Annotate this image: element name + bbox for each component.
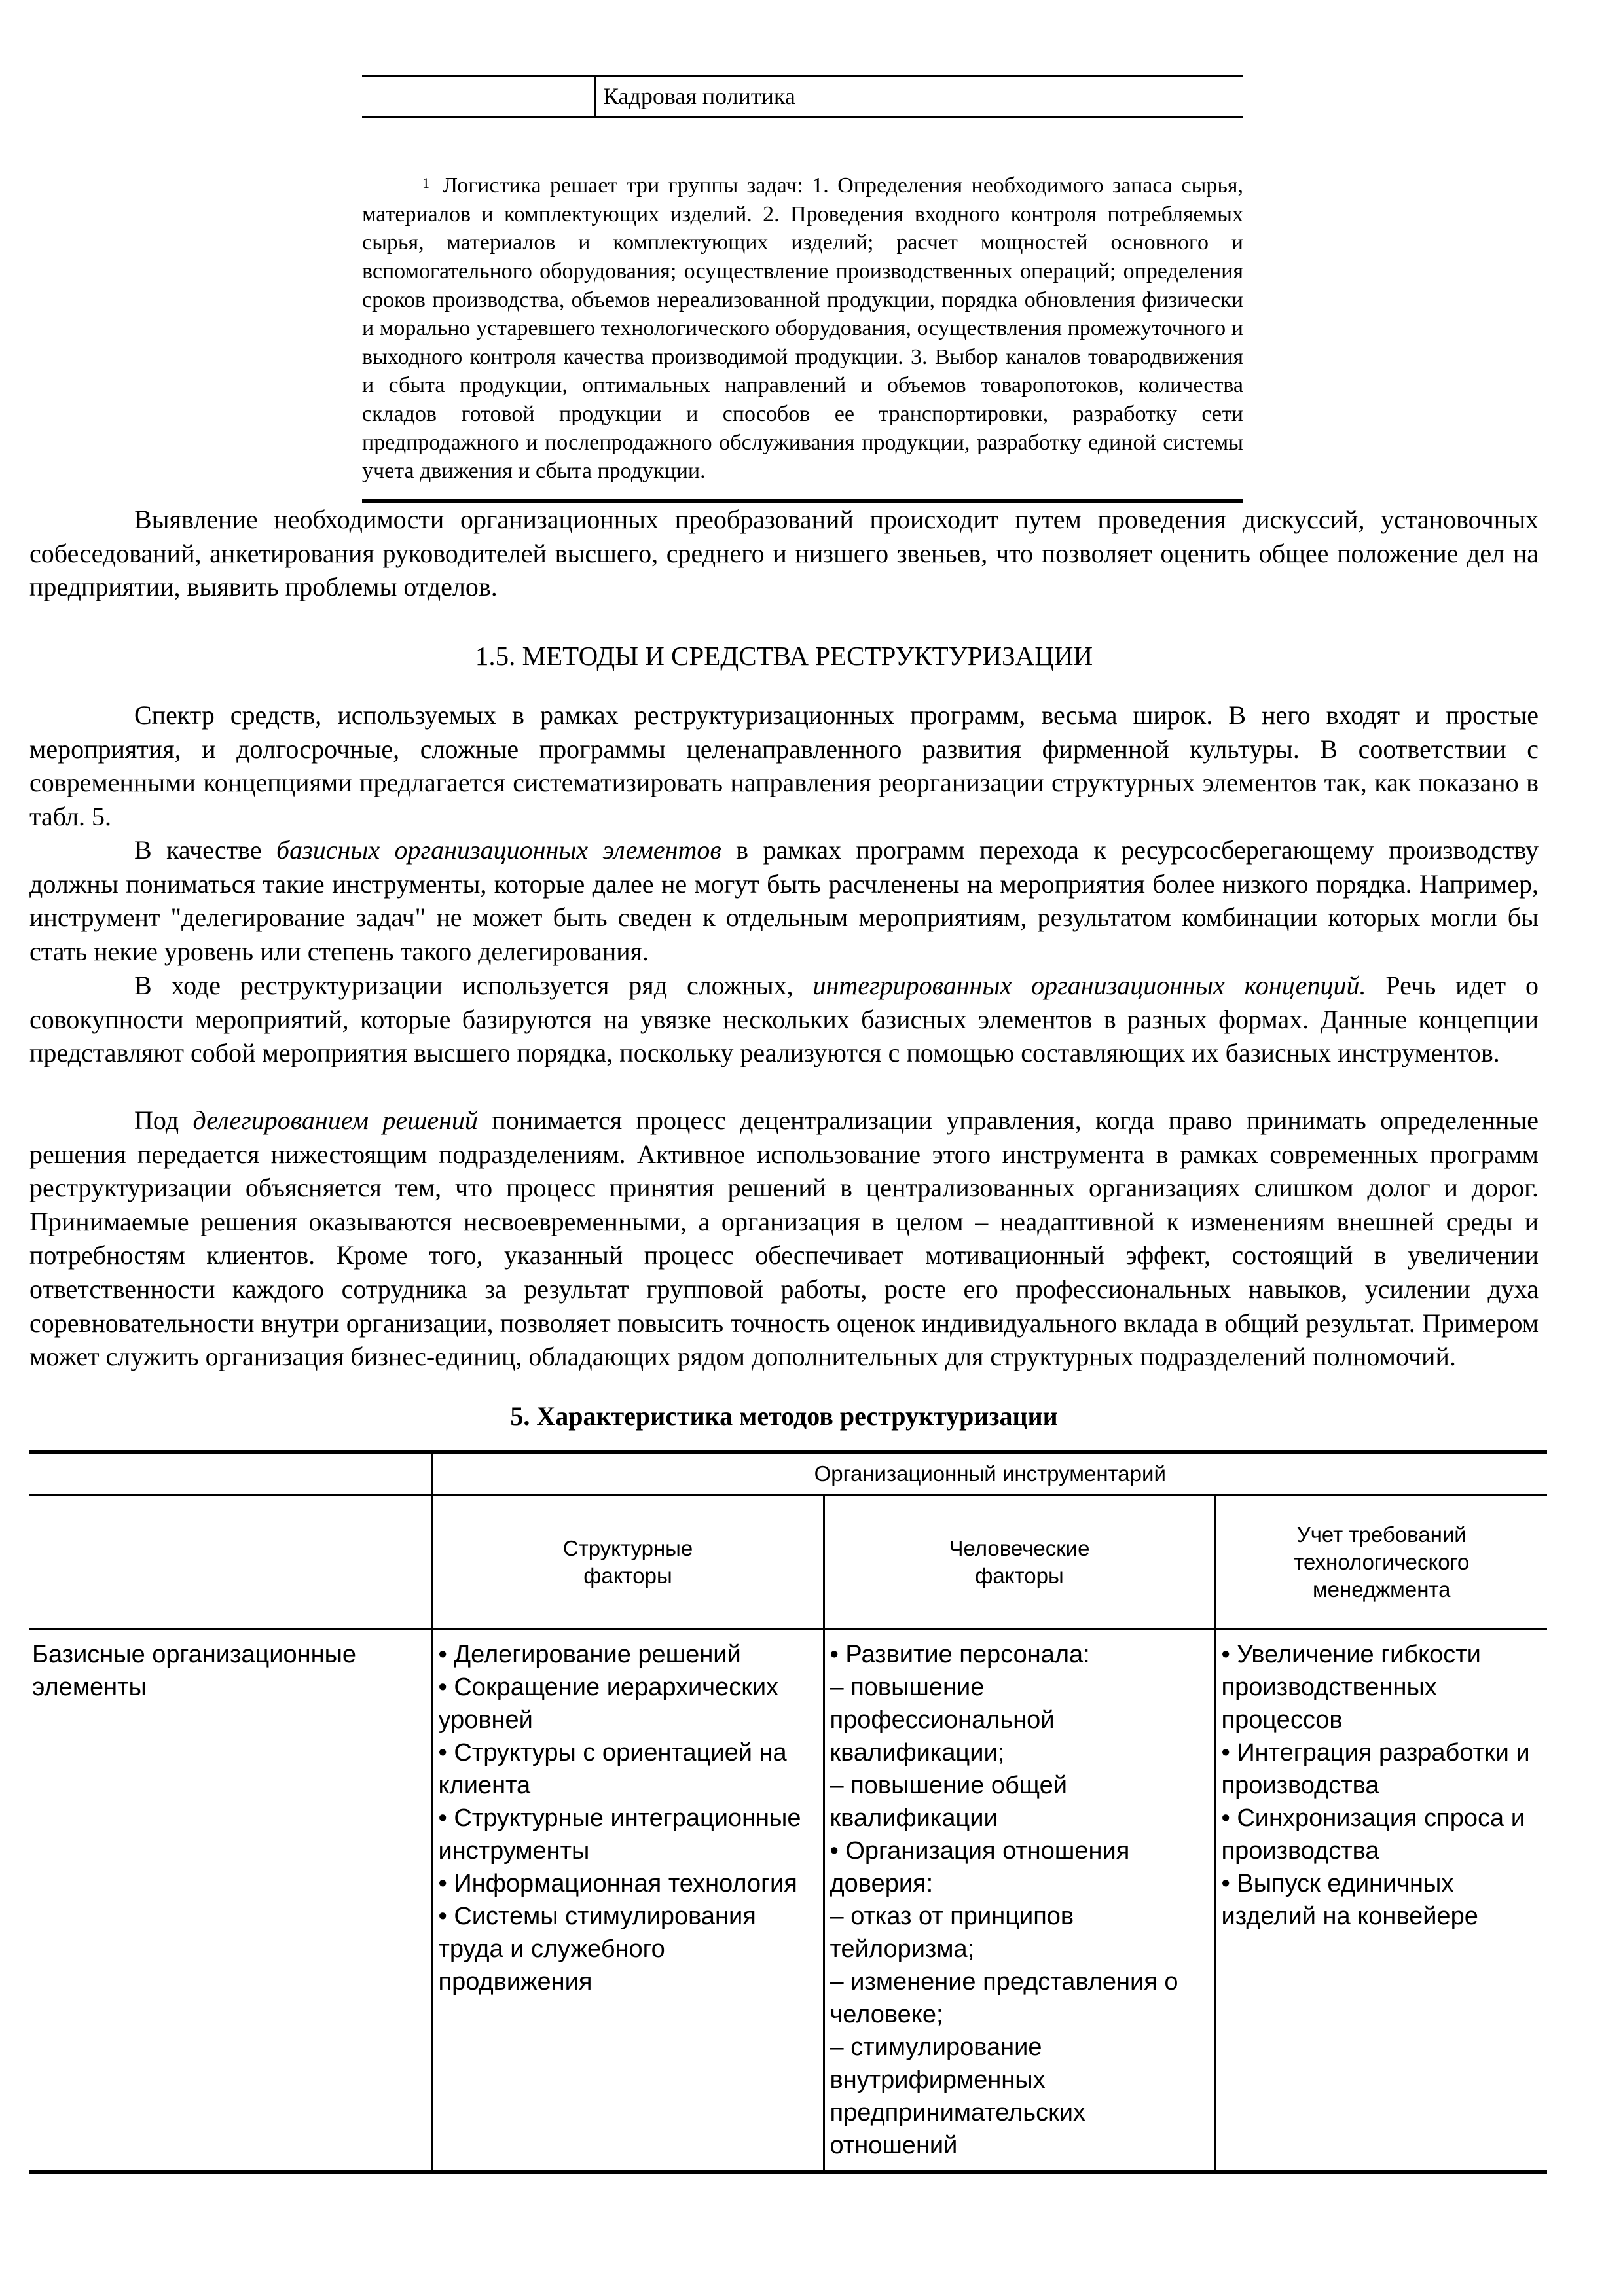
- section-heading: 1.5. МЕТОДЫ И СРЕДСТВА РЕСТРУКТУРИЗАЦИИ: [475, 641, 1093, 671]
- column-header-structural: [432, 1496, 824, 1630]
- top-table-empty-cell: [362, 77, 596, 117]
- list-item: • Структурные интеграционные инструменты: [438, 1804, 801, 1865]
- paragraph-4: [29, 1103, 1539, 1374]
- list-item: – повышение общей квалификации: [830, 1772, 1068, 1832]
- paragraph-2: [29, 833, 1539, 968]
- top-table-fragment: [362, 75, 1243, 503]
- list-item: – отказ от принципов тейлоризма;: [830, 1903, 1074, 1963]
- list-item: – повышение профессиональной квалификации;: [830, 1674, 1055, 1767]
- column-header-human-text: Человеческие факторы: [949, 1536, 1090, 1588]
- column-header-tech: [1215, 1496, 1547, 1630]
- paragraph-3: [29, 969, 1539, 1070]
- row-label-basic-elements: [29, 1630, 432, 2172]
- column-header-structural-text: Структурные факторы: [562, 1536, 693, 1588]
- paragraph-4-text-b: понимается процесс децентрализации управления, когда право принимать определенные решения передается нижестоящим подразделениям. Активное использование этого инструмента в рамках современных программ реструктуризации объясняется тем, что процесс принятия решений в централизованных организациях слишком долог и дорог. Принимаемые решения оказываются несвоевременными, а организация в целом – неадаптивной к изменениям внешней среды и потребностям клиентов. Кроме того, указанный процесс обеспечивает мотивационный эффект, состоящий в увеличении ответственности каждого сотрудника за результат групповой работы, росте его профессиональных навыков, усилении духа соревновательности внутри организации, позволяет повысить точность оценок индивидуального вклада в общий результат. Примером может служить организация бизнес-единиц, обладающих рядом дополнительных для структурных подразделений полномочий.: [29, 1105, 1539, 1372]
- footnote-text: Логистика решает три группы задач: 1. Определения необходимого запаса сырья, материалов и комплектующих изделий. 2. Проведения входного контроля потребляемых сырья, материалов и комплектующих изделий; расчет мощностей основного и вспомогательного оборудования; осуществление производственных операций; определения сроков производства, объемов нереализованной продукции, порядка обновления физически и морально устаревшего технологического оборудования, осуществления промежуточного и выходного контроля качества производимой продукции. 3. Выбор каналов товародвижения и сбыта продукции, оптимальных направлений и объемов товаропотоков, количества складов готовой продукции и способов ее транспортировки, разработку сети предпродажного и послепродажного обслуживания продукции, разработку единой системы учета движения и сбыта продукции.: [362, 173, 1243, 484]
- footnote-marker: 1: [422, 175, 429, 192]
- top-table-cell-hr-policy: Кадровая политика: [596, 77, 1244, 117]
- cell-structural-items: [432, 1630, 824, 2172]
- list-item: • Выпуск единичных изделий на конвейере: [1221, 1870, 1478, 1930]
- list-item: • Организация отношения доверия:: [830, 1837, 1130, 1897]
- paragraph-3-term: интегрированных организационных концепций.: [812, 971, 1366, 1000]
- cell-human-items: [824, 1630, 1215, 2172]
- footnote: [362, 171, 1243, 486]
- intro-paragraph: Выявление необходимости организационных преобразований происходит путем проведения дискуссий, установочных собеседований, анкетирования руководителей высшего, среднего и низшего звеньев, что позволяет оценить общее положение дел на предприятии, выявить проблемы отделов.: [29, 505, 1539, 602]
- paragraph-3-text-b: Речь идет о совокупности мероприятий, которые базируются на увязке нескольких базисных элементов в разных формах. Данные концепции представляют собой мероприятия высшего порядка, поскольку реализуются с помощью составляющих их базисных инструментов.: [29, 971, 1539, 1068]
- column-header-human: [824, 1496, 1215, 1630]
- paragraph-2-text-b: в рамках программ перехода к ресурсосберегающему производству должны пониматься такие инструменты, которые далее не могут быть расчленены на мероприятия более низкого порядка. Например, инструмент "делегирование задач" не может быть сведен к отдельным мероприятиям, результатом комбинации которых могли бы стать некие уровень или степень такого делегирования.: [29, 835, 1539, 966]
- list-item: – изменение представления о человеке;: [830, 1968, 1178, 2028]
- row-label-text: Базисные организационные элементы: [32, 1641, 357, 1701]
- restructuring-methods-table: [29, 1450, 1547, 2174]
- cell-tech-items: [1215, 1630, 1547, 2172]
- list-item: • Развитие персонала:: [830, 1641, 1090, 1668]
- list-item: • Интеграция разработки и производства: [1221, 1739, 1530, 1799]
- list-item: • Системы стимулирования труда и служебного продвижения: [438, 1903, 756, 1996]
- list-item: • Информационная технология: [438, 1870, 797, 1897]
- table-group-header: Организационный инструментарий: [432, 1452, 1547, 1496]
- list-item: • Синхронизация спроса и производства: [1221, 1804, 1525, 1865]
- paragraph-4-term: делегированием решений: [192, 1105, 478, 1135]
- paragraph-4-text-a: Под: [134, 1105, 193, 1135]
- footnote-cell: [362, 117, 1243, 501]
- paragraph-1: Спектр средств, используемых в рамках реструктуризационных программ, весьма широк. В него входят и простые мероприятия, и долгосрочные, сложные программы целенаправленного развития фирменной культуры. В соответствии с современными концепциями предлагается систематизировать направления реорганизации структурных элементов так, как показано в табл. 5.: [29, 700, 1539, 831]
- list-item: – стимулирование внутрифирменных предпринимательских отношений: [830, 2034, 1085, 2159]
- paragraph-3-text-a: В ходе реструктуризации используется ряд сложных,: [134, 971, 813, 1000]
- list-item: • Увеличение гибкости производственных процессов: [1221, 1641, 1481, 1734]
- table-caption: 5. Характеристика методов реструктуризации: [510, 1401, 1058, 1431]
- paragraph-2-text-a: В качестве: [134, 835, 276, 865]
- column-header-tech-text: Учет требований технологического менеджмента: [1294, 1522, 1470, 1602]
- list-item: • Делегирование решений: [438, 1641, 741, 1668]
- list-item: • Сокращение иерархических уровней: [438, 1674, 779, 1734]
- table-corner-cell: [29, 1452, 432, 1496]
- table-corner-cell-2: [29, 1496, 432, 1630]
- paragraph-2-term: базисных организационных элементов: [276, 835, 721, 865]
- list-item: • Структуры с ориентацией на клиента: [438, 1739, 787, 1799]
